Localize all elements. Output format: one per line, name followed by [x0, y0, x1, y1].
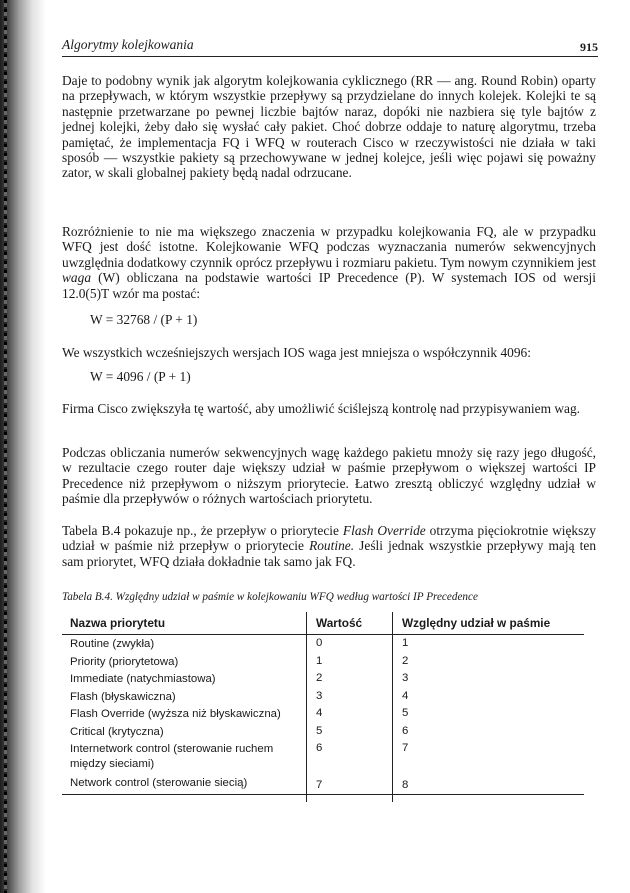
table-row	[62, 653, 584, 671]
cell-priority-name: Immediate (natychmiastowa)	[70, 673, 216, 685]
cell-share: 2	[402, 654, 409, 667]
table-row	[62, 723, 584, 741]
cell-value: 6	[316, 742, 323, 754]
paragraph-sequence-numbers: Podczas obliczania numerów sekwencyjnych wagę każdego pakietu mnoży się razy jego długość, w rezultacie czego router daje większy udział w paśmie przepływom o większej wartości IP Precedence niż przepływom o niższym priorytecie. Łatwo zresztą obliczyć względny udział w paśmie dla przepływów o różnych wartościach priorytetu.	[62, 445, 596, 507]
table-row	[62, 705, 584, 723]
paragraph-weight	[62, 224, 596, 301]
column-divider	[392, 612, 393, 802]
cell-value: 2	[316, 672, 323, 684]
cell-share: 8	[402, 779, 409, 791]
running-header	[62, 36, 598, 57]
paragraph-cisco-weights: Firma Cisco zwiększyła tę wartość, aby umożliwić ściślejszą kontrolę nad przypisywaniem wag.	[62, 401, 580, 416]
cell-value: 5	[316, 724, 323, 737]
table-row	[62, 740, 584, 772]
table-body	[62, 635, 584, 795]
cell-share: 6	[402, 724, 409, 737]
paragraph-table-intro-text-3: Jeśli jednak wszystkie przepływy mają ten sam priorytet, WFQ działa dokładnie tak samo jak FQ.	[62, 538, 597, 569]
paragraph-table-intro	[62, 523, 596, 569]
cell-share: 1	[402, 637, 409, 649]
paragraph-table-intro-text-1: Tabela B.4 pokazuje np., że przepływ o priorytecie	[62, 523, 343, 538]
column-divider	[306, 612, 307, 802]
cell-value: 7	[316, 779, 323, 791]
page-number: 915	[580, 40, 598, 54]
header-value: Wartość	[316, 616, 363, 630]
table-row	[62, 688, 584, 706]
table-row	[62, 772, 584, 794]
cell-value: 3	[316, 689, 323, 702]
formula-ios-old: W = 4096 / (P + 1)	[90, 369, 191, 384]
cell-priority-name: Flash Override (wyższa niż błyskawiczna)	[70, 708, 281, 720]
chapter-title: Algorytmy kolejkowania	[62, 37, 194, 52]
cell-share: 3	[402, 672, 409, 684]
paragraph-round-robin: Daje to podobny wynik jak algorytm kolejkowania cyklicznego (RR — ang. Round Robin) oparty na przepływach, w którym wszystkie przepływy są przydzielane do innych kolejek. Kolejki te są następnie przetwarzane po pewnej liczbie bajtów naraz, dopóki nie nazbiera się tyle bajtów z jednej kolejki, żeby dało się wysłać cały pakiet. Choć dobrze oddaje to naturę algorytmu, trzeba pamiętać, że implementacja FQ i WFQ w routerach Cisco w rzeczywistości nie działa w taki sposób — wszystkie pakiety są przechowywane w jednej kolejce, jeśli więc pojawi się poważny zator, w skali globalnej pakiety będą nadal odrzucane.	[62, 73, 596, 181]
cell-value: 1	[316, 654, 323, 667]
precedence-table	[62, 612, 584, 795]
cell-priority-name: Network control (sterowanie siecią)	[70, 777, 248, 789]
header-priority-name: Nazwa priorytetu	[70, 616, 166, 630]
book-spine-shadow	[0, 0, 46, 893]
paragraph-table-intro-text-2: otrzyma pięciokrotnie większy udział w paśmie niż przepływ o priorytecie	[62, 523, 596, 554]
cell-value: 0	[316, 637, 323, 649]
table-caption: Tabela B.4. Względny udział w paśmie w kolejkowaniu WFQ według wartości IP Precedence	[62, 591, 478, 603]
table-header-row	[62, 612, 584, 635]
table-row	[62, 670, 584, 688]
cell-priority-name: Internetwork control (sterowanie ruchem między sieciami)	[70, 743, 274, 770]
cell-share: 5	[402, 707, 409, 719]
formula-ios-new: W = 32768 / (P + 1)	[90, 312, 198, 327]
table-row	[62, 635, 584, 653]
paragraph-older-ios: We wszystkich wcześniejszych wersjach IOS waga jest mniejsza o współczynnik 4096:	[62, 345, 531, 360]
paragraph-weight-text-2: (W) obliczana na podstawie wartości IP Precedence (P). W systemach IOS od wersji 12.0(5)T wzór ma postać:	[62, 270, 596, 301]
paragraph-weight-text-1: Rozróżnienie to nie ma większego znaczenia w przypadku kolejkowania FQ, ale w przypadku WFQ jest dość istotne. Kolejkowanie WFQ podczas wyznaczania numerów sekwencyjnych uwzględnia dodatkowy czynnik oprócz przepływu i rozmiaru pakietu. Tym nowym czynnikiem jest	[62, 224, 596, 270]
cell-share: 7	[402, 742, 409, 754]
term-flash-override: Flash Override	[342, 523, 426, 538]
term-routine: Routine.	[309, 538, 355, 554]
cell-value: 4	[316, 707, 323, 719]
term-weight: waga	[62, 270, 92, 286]
header-relative-share: Względny udział w paśmie	[402, 616, 551, 630]
cell-priority-name: Flash (błyskawiczna)	[70, 690, 176, 703]
cell-priority-name: Routine (zwykła)	[70, 638, 155, 650]
cell-priority-name: Priority (priorytetowa)	[70, 655, 179, 668]
cell-share: 4	[402, 689, 409, 702]
cell-priority-name: Critical (krytyczna)	[70, 725, 164, 738]
